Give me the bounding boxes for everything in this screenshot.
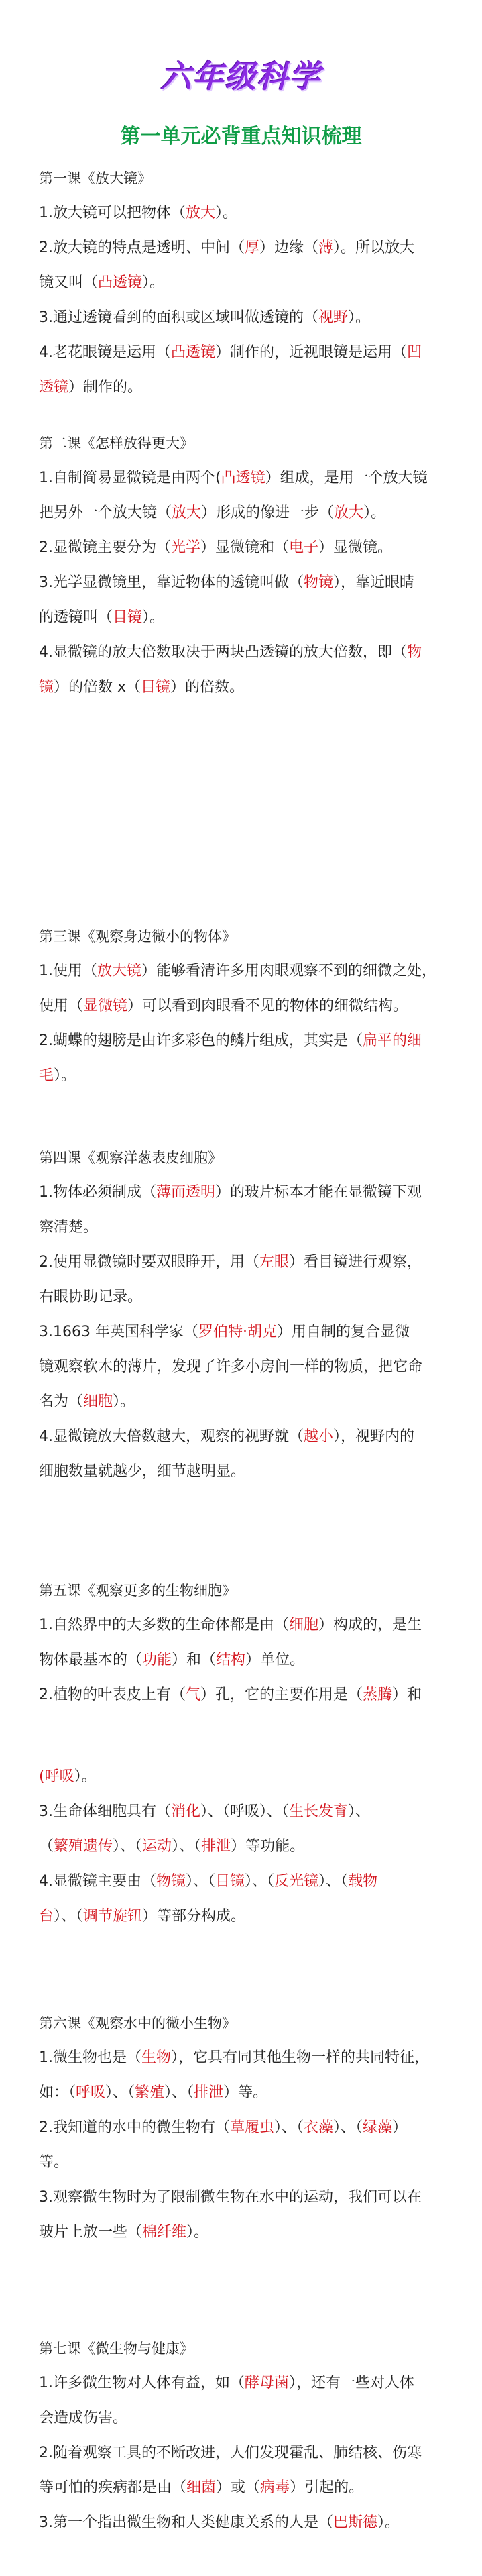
text-segment: ）等功能。 [231,1838,305,1855]
text-line [39,1643,455,1678]
text-segment: ）的倍数。 [170,679,245,696]
text-segment: ）可以看到肉眼看不见的物体的细微结构。 [127,998,408,1014]
text-segment: 把另外一个放大镜（ [39,504,172,521]
page-title: 第一单元必背重点知识梳理 [120,125,362,148]
text-segment: 的透镜叫（ [39,609,113,626]
text-segment: 物体最基本的（ [39,1652,143,1668]
answer-highlight: 物镜 [304,574,334,591]
text-segment: 1.放大镜可以把物体（ [39,205,186,221]
text-segment: ），视野内的 [333,1428,415,1445]
text-segment: 细胞数量就越少，细节越明显。 [39,1463,246,1480]
text-segment: ）。所以放大 [333,239,415,256]
answer-highlight: 巴斯德 [333,2514,378,2531]
answer-highlight: 排泄 [201,1838,231,1855]
text-segment: ）。 [363,504,386,521]
text-segment: ）、（ [54,1908,84,1925]
answer-highlight: 细胞 [83,1393,113,1410]
lesson-title: 第五课《观察更多的生物细胞》 [39,1582,236,1599]
answer-highlight: 反光镜 [274,1873,319,1890]
text-segment: ）的倍数 x（ [54,679,141,696]
text-line [39,566,455,600]
answer-highlight: 凸透镜 [221,470,265,486]
answer-highlight: 厚 [245,239,260,256]
text-line [39,2145,455,2180]
text-line [39,1024,455,1059]
text-segment: ）单位。 [245,1652,305,1668]
text-segment: ）孔，它的主要作用是（ [200,1686,363,1703]
answer-highlight: 放大 [172,504,202,521]
text-line [39,2215,455,2250]
lesson-title: 第六课《观察水中的微小生物》 [39,2015,236,2031]
answer-highlight: 视野 [318,309,349,326]
text-segment: ）、（ [164,2084,194,2101]
lesson-section [39,2331,455,2540]
answer-highlight: 功能 [142,1652,172,1668]
text-segment: ）制作的。 [68,379,143,396]
answer-highlight: 薄 [318,239,334,256]
text-segment: ） [392,2119,408,2136]
answer-highlight: 放大 [186,205,216,221]
text-line [39,1350,455,1385]
text-segment: 名为（ [39,1393,84,1410]
text-line [39,1280,455,1315]
text-segment: 2.植物的叶表皮上有（ [39,1686,186,1703]
text-segment: ）或（ [216,2479,261,2496]
lesson-section [39,1140,455,1489]
text-segment: 4.显微镜主要由（ [39,1873,156,1890]
text-line [39,600,455,635]
answer-highlight: 放大镜 [97,963,142,979]
lesson-title: 第二课《怎样放得更大》 [39,435,194,451]
lesson-title: 第七课《微生物与健康》 [39,2341,194,2357]
text-line [39,1385,455,1419]
answer-highlight: 酵母菌 [245,2375,290,2392]
text-segment: ）。 [186,2224,209,2241]
answer-highlight: 细菌 [186,2479,217,2496]
answer-highlight: 光学 [171,539,201,556]
answer-highlight: 调节旋钮 [83,1908,143,1925]
banner-logo-text: 六年级科学 [160,58,322,95]
text-line [39,2110,455,2145]
text-segment: ）。 [215,205,238,221]
text-line [39,1864,455,1899]
text-segment: 4.显微镜的放大倍数取决于两块凸透镜的放大倍数，即（ [39,644,407,661]
text-segment: ），还有一些对人体 [289,2375,415,2392]
answer-highlight: 目镜 [215,1873,245,1890]
answer-highlight: 草履虫 [230,2119,275,2136]
text-segment: 1.使用（ [39,963,97,979]
text-segment: ）。 [142,274,165,291]
text-segment: ）、（ [333,2119,363,2136]
answer-highlight: 运动 [142,1838,172,1855]
answer-highlight: 载物 [348,1873,378,1890]
text-segment: 察清楚。 [39,1219,99,1236]
text-segment: 1.物体必须制成（ [39,1184,156,1201]
text-segment: ）、（ [172,1838,202,1855]
answer-highlight: 消化 [171,1803,201,1820]
text-segment: 3.1663 年英国科学家（ [39,1324,198,1340]
text-line [39,2436,455,2471]
text-segment: ）。 [74,1768,97,1785]
answer-highlight: 放大 [334,504,364,521]
text-segment: ）显微镜。 [318,539,393,556]
text-segment: ）和（ [172,1652,217,1668]
answer-highlight: 越小 [304,1428,334,1445]
text-line [39,954,455,989]
text-line [39,2401,455,2436]
text-line [39,266,455,301]
answer-highlight: 左眼 [259,1254,290,1271]
answer-highlight: 气 [186,1686,201,1703]
text-segment: 1.微生物也是（ [39,2049,141,2066]
text-segment: ）、（呼吸）、（ [200,1803,290,1820]
text-segment: 2.使用显微镜时要双眼睁开，用（ [39,1254,259,1271]
answer-highlight: 棉纤维 [142,2224,187,2241]
text-segment: （ [39,1838,54,1855]
text-segment: ）、（ [186,1873,216,1890]
text-line [39,1059,455,1093]
text-line [39,1315,455,1350]
answer-highlight: 台 [39,1908,54,1925]
text-segment: 2.我知道的水中的微生物有（ [39,2119,230,2136]
text-line [39,2366,455,2401]
answer-highlight: 目镜 [141,679,171,696]
answer-highlight: 繁殖 [135,2084,165,2101]
answer-highlight: 目镜 [113,609,143,626]
text-segment: 4.显微镜放大倍数越大，观察的视野就（ [39,1428,304,1445]
text-segment: 4.老花眼镜是运用（ [39,344,171,361]
text-segment: 等可怕的疾病都是由（ [39,2479,187,2496]
lesson-section [39,161,455,405]
text-segment: 1.许多微生物对人体有益，如（ [39,2375,245,2392]
lesson-title: 第三课《观察身边微小的物体》 [39,928,236,945]
text-segment: ）。 [142,609,165,626]
text-segment: ）显微镜和（ [200,539,290,556]
text-line [39,2506,455,2540]
text-segment: ）边缘（ [259,239,319,256]
text-segment: 镜又叫（ [39,274,99,291]
text-line [39,370,455,405]
text-line [39,231,455,266]
text-segment: ）等部分构成。 [142,1908,246,1925]
answer-highlight: 凹 [407,344,422,361]
text-segment: ）的玻片标本才能在显微镜下观 [215,1184,422,1201]
text-line [39,1794,455,1829]
lesson-section [39,426,455,705]
text-line [39,1760,455,1794]
lesson-title: 第四课《观察洋葱表皮细胞》 [39,1150,222,1166]
answer-highlight: 呼吸 [44,1768,74,1785]
text-segment: ）。 [113,1393,135,1410]
text-line [39,496,455,531]
text-segment: ）。 [377,2514,400,2531]
answer-highlight: 绿藻 [363,2119,393,2136]
spacer [39,1713,455,1760]
text-segment: 等。 [39,2154,69,2171]
text-segment: 3.生命体细胞具有（ [39,1803,171,1820]
lesson-section [39,2006,455,2250]
answer-highlight: 镜 [39,679,54,696]
text-segment: ）等。 [223,2084,268,2101]
text-segment: 镜观察软木的薄片，发现了许多小房间一样的物质，把它命 [39,1358,423,1375]
text-segment: 玻片上放一些（ [39,2224,143,2241]
answer-highlight: 病毒 [260,2479,290,2496]
answer-highlight: 凸透镜 [171,344,216,361]
answer-highlight: 生长发育 [289,1803,349,1820]
answer-highlight: 扁平的细 [363,1032,422,1049]
text-line [39,1175,455,1210]
text-segment: ）引起的。 [290,2479,364,2496]
answer-highlight: 呼吸 [76,2084,106,2101]
lesson-section [39,1573,455,1934]
text-segment: ）制作的，近视眼镜是运用（ [215,344,408,361]
text-segment: 1.自制简易显微镜是由两个( [39,470,221,486]
text-segment: ），靠近眼睛 [333,574,415,591]
text-segment: ）形成的像进一步（ [201,504,335,521]
text-segment: ）。 [348,309,371,326]
text-segment: ）、（ [113,1838,143,1855]
text-segment: ）。 [54,1067,76,1084]
answer-highlight: 物 [407,644,422,661]
text-segment: ）和 [392,1686,422,1703]
answer-highlight: 凸透镜 [98,274,143,291]
text-segment: 如：（ [39,2084,76,2101]
answer-highlight: 细胞 [289,1617,319,1633]
text-line [39,1245,455,1280]
text-line [39,461,455,496]
text-segment: ）组成，是用一个放大镜 [265,470,428,486]
text-segment: 2.显微镜主要分为（ [39,539,171,556]
text-line [39,1899,455,1934]
banner [0,52,482,97]
text-segment: ）、（ [245,1873,275,1890]
text-line [39,1829,455,1864]
text-line [39,196,455,231]
text-segment: 使用（ [39,998,84,1014]
text-line [39,1608,455,1643]
answer-highlight: 薄而透明 [156,1184,216,1201]
text-line [39,301,455,335]
text-segment: ）、 [348,1803,371,1820]
text-segment: ）、（ [274,2119,304,2136]
text-segment: 1.自然界中的大多数的生命体都是由（ [39,1617,289,1633]
answer-highlight: 结构 [216,1652,246,1668]
text-segment: 会造成伤害。 [39,2410,128,2426]
text-segment: 2.蝴蝶的翅膀是由许多彩色的鳞片组成，其实是（ [39,1032,363,1049]
text-line [39,2180,455,2215]
text-line [39,2041,455,2076]
text-segment: 3.观察微生物时为了限制微生物在水中的运动，我们可以在 [39,2189,422,2206]
answer-highlight: 电子 [289,539,319,556]
answer-highlight: 蒸腾 [363,1686,393,1703]
text-segment: 2.随着观察工具的不断改进，人们发现霍乱、肺结核、伤寒 [39,2445,422,2461]
lesson-section [39,919,455,1093]
text-segment: 右眼协助记录。 [39,1289,143,1305]
text-line [39,989,455,1024]
answer-highlight: ( [39,1768,45,1785]
text-line [39,670,455,705]
text-line [39,1210,455,1245]
answer-highlight: 物镜 [156,1873,186,1890]
answer-highlight: 繁殖遗传 [54,1838,113,1855]
text-segment: ）能够看清许多用肉眼观察不到的细微之处， [141,963,437,979]
text-segment: ）看目镜进行观察， [289,1254,422,1271]
lesson-title: 第一课《放大镜》 [39,170,152,186]
answer-highlight: 生物 [141,2049,172,2066]
text-segment: 3.光学显微镜里，靠近物体的透镜叫做（ [39,574,304,591]
text-segment: 3.通过透镜看到的面积或区域叫做透镜的（ [39,309,318,326]
text-segment: ）用自制的复合显微 [276,1324,410,1340]
text-segment: ）、（ [318,1873,349,1890]
text-segment: ），它具有同其他生物一样的共同特征， [171,2049,430,2066]
text-line [39,2471,455,2506]
text-line [39,1419,455,1454]
answer-highlight: 毛 [39,1067,54,1084]
answer-highlight: 罗伯特·胡克 [198,1324,277,1340]
text-segment: 2.放大镜的特点是透明、中间（ [39,239,245,256]
text-line [39,531,455,566]
answer-highlight: 衣藻 [304,2119,334,2136]
text-line [39,1454,455,1489]
text-line [39,1678,455,1713]
answer-highlight: 透镜 [39,379,69,396]
text-line [39,635,455,670]
text-segment: ）、（ [105,2084,135,2101]
answer-highlight: 显微镜 [83,998,128,1014]
answer-highlight: 排泄 [194,2084,224,2101]
text-segment: 3.第一个指出微生物和人类健康关系的人是（ [39,2514,333,2531]
text-line [39,2076,455,2110]
text-line [39,335,455,370]
text-segment: ）构成的，是生 [318,1617,422,1633]
